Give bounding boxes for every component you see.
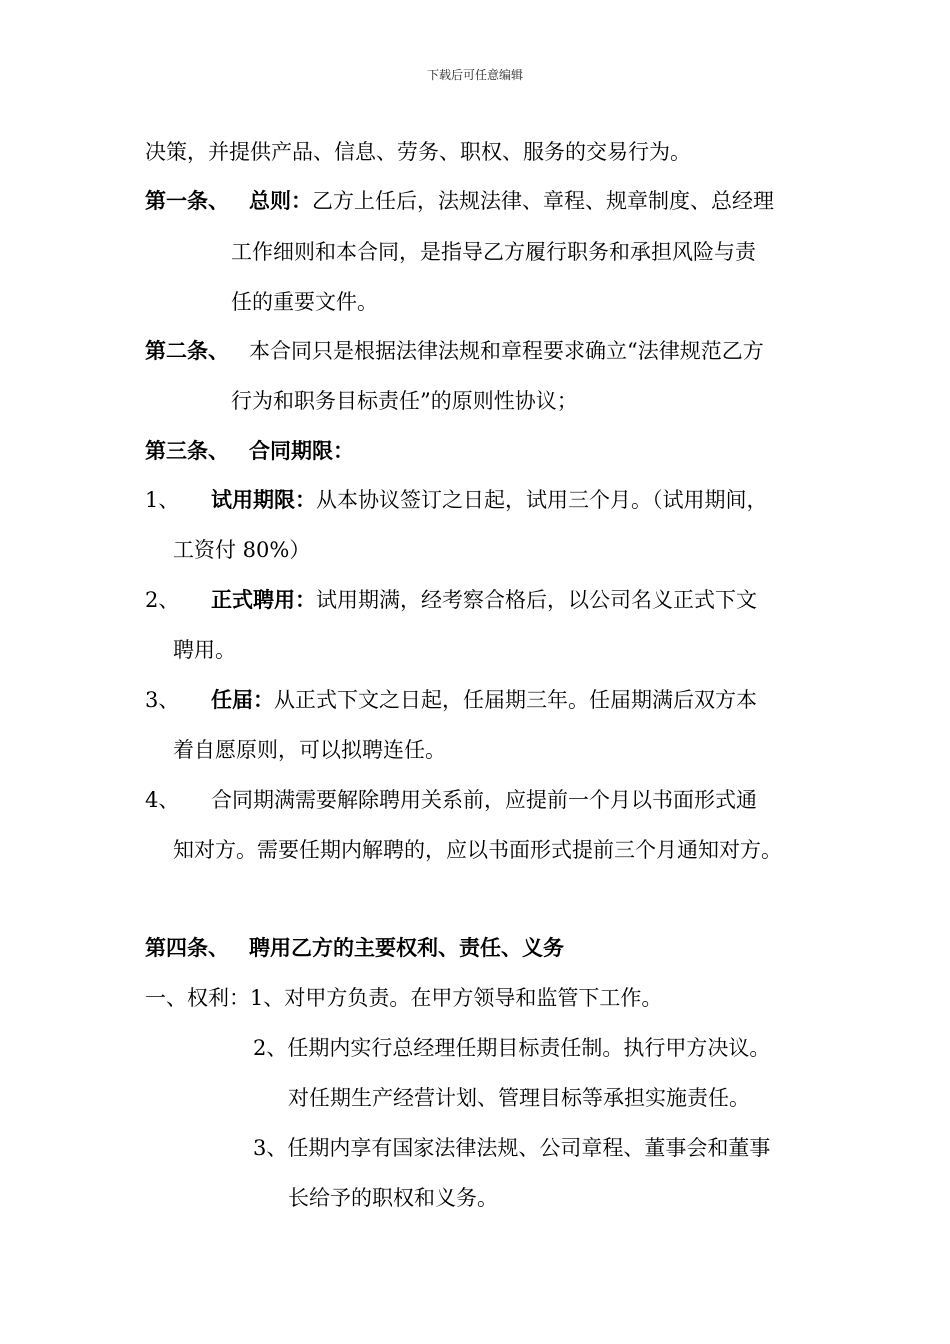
item-heading: 任届： bbox=[211, 687, 274, 712]
item-heading: 试用期限： bbox=[211, 487, 316, 512]
paragraph-line: 对任期生产经营计划、管理目标等承担实施责任。 bbox=[288, 1086, 750, 1110]
list-item bbox=[145, 786, 757, 814]
item-text: 试用期满，经考察合格后，以公司名义正式下文 bbox=[316, 588, 757, 612]
item-text: 从本协议签订之日起，试用三个月。（试用期间， bbox=[316, 488, 768, 512]
item-text: 从正式下文之日起，任届期三年。任届期满后双方本 bbox=[274, 688, 757, 712]
article-text: 本合同只是根据法律法规和章程要求确立“法律规范乙方 bbox=[249, 339, 764, 363]
list-item bbox=[145, 486, 768, 514]
paragraph-line: 行为和职务目标责任”的原则性协议； bbox=[231, 389, 578, 413]
article-heading: 聘用乙方的主要权利、责任、义务 bbox=[249, 935, 564, 960]
paragraph-line: 着自愿原则，可以拟聘连任。 bbox=[173, 738, 446, 762]
article-3 bbox=[145, 437, 354, 465]
article-heading: 总则： bbox=[249, 188, 312, 213]
paragraph-line: 工作细则和本合同，是指导乙方履行职务和承担风险与责 bbox=[231, 240, 756, 264]
paragraph-line: 决策，并提供产品、信息、劳务、职权、服务的交易行为。 bbox=[145, 140, 691, 164]
item-number: 4、 bbox=[145, 788, 180, 812]
paragraph-line: 知对方。需要任期内解聘的，应以书面形式提前三个月通知对方。 bbox=[173, 838, 782, 862]
article-title: 第二条、 bbox=[145, 338, 229, 363]
article-title: 第四条、 bbox=[145, 935, 229, 960]
paragraph-line: 任的重要文件。 bbox=[231, 290, 378, 314]
article-1 bbox=[145, 187, 774, 215]
paragraph-line: 聘用。 bbox=[173, 638, 236, 662]
item-number: 1、 bbox=[145, 488, 180, 512]
item-heading: 正式聘用： bbox=[211, 587, 316, 612]
list-item bbox=[145, 686, 757, 714]
article-title: 第三条、 bbox=[145, 438, 229, 463]
article-text: 乙方上任后，法规法律、章程、规章制度、总经理 bbox=[312, 189, 774, 213]
article-heading: 合同期限： bbox=[249, 438, 354, 463]
item-text: 合同期满需要解除聘用关系前，应提前一个月以书面形式通 bbox=[211, 788, 757, 812]
paragraph-line: 工资付 80%） bbox=[173, 538, 311, 562]
article-4 bbox=[145, 934, 564, 962]
item-number: 3、 bbox=[145, 688, 180, 712]
page-header: 下载后可任意编辑 bbox=[426, 68, 523, 82]
item-number: 2、 bbox=[145, 588, 180, 612]
list-item bbox=[145, 586, 757, 614]
paragraph-line: 长给予的职权和义务。 bbox=[288, 1186, 498, 1210]
paragraph-line: 一、权利：1、对甲方负责。在甲方领导和监管下工作。 bbox=[145, 986, 663, 1010]
article-2 bbox=[145, 337, 764, 365]
paragraph-line: 3、任期内享有国家法律法规、公司章程、董事会和董事 bbox=[253, 1136, 771, 1160]
paragraph-line: 2、任期内实行总经理任期目标责任制。执行甲方决议。 bbox=[253, 1036, 771, 1060]
article-title: 第一条、 bbox=[145, 188, 229, 213]
